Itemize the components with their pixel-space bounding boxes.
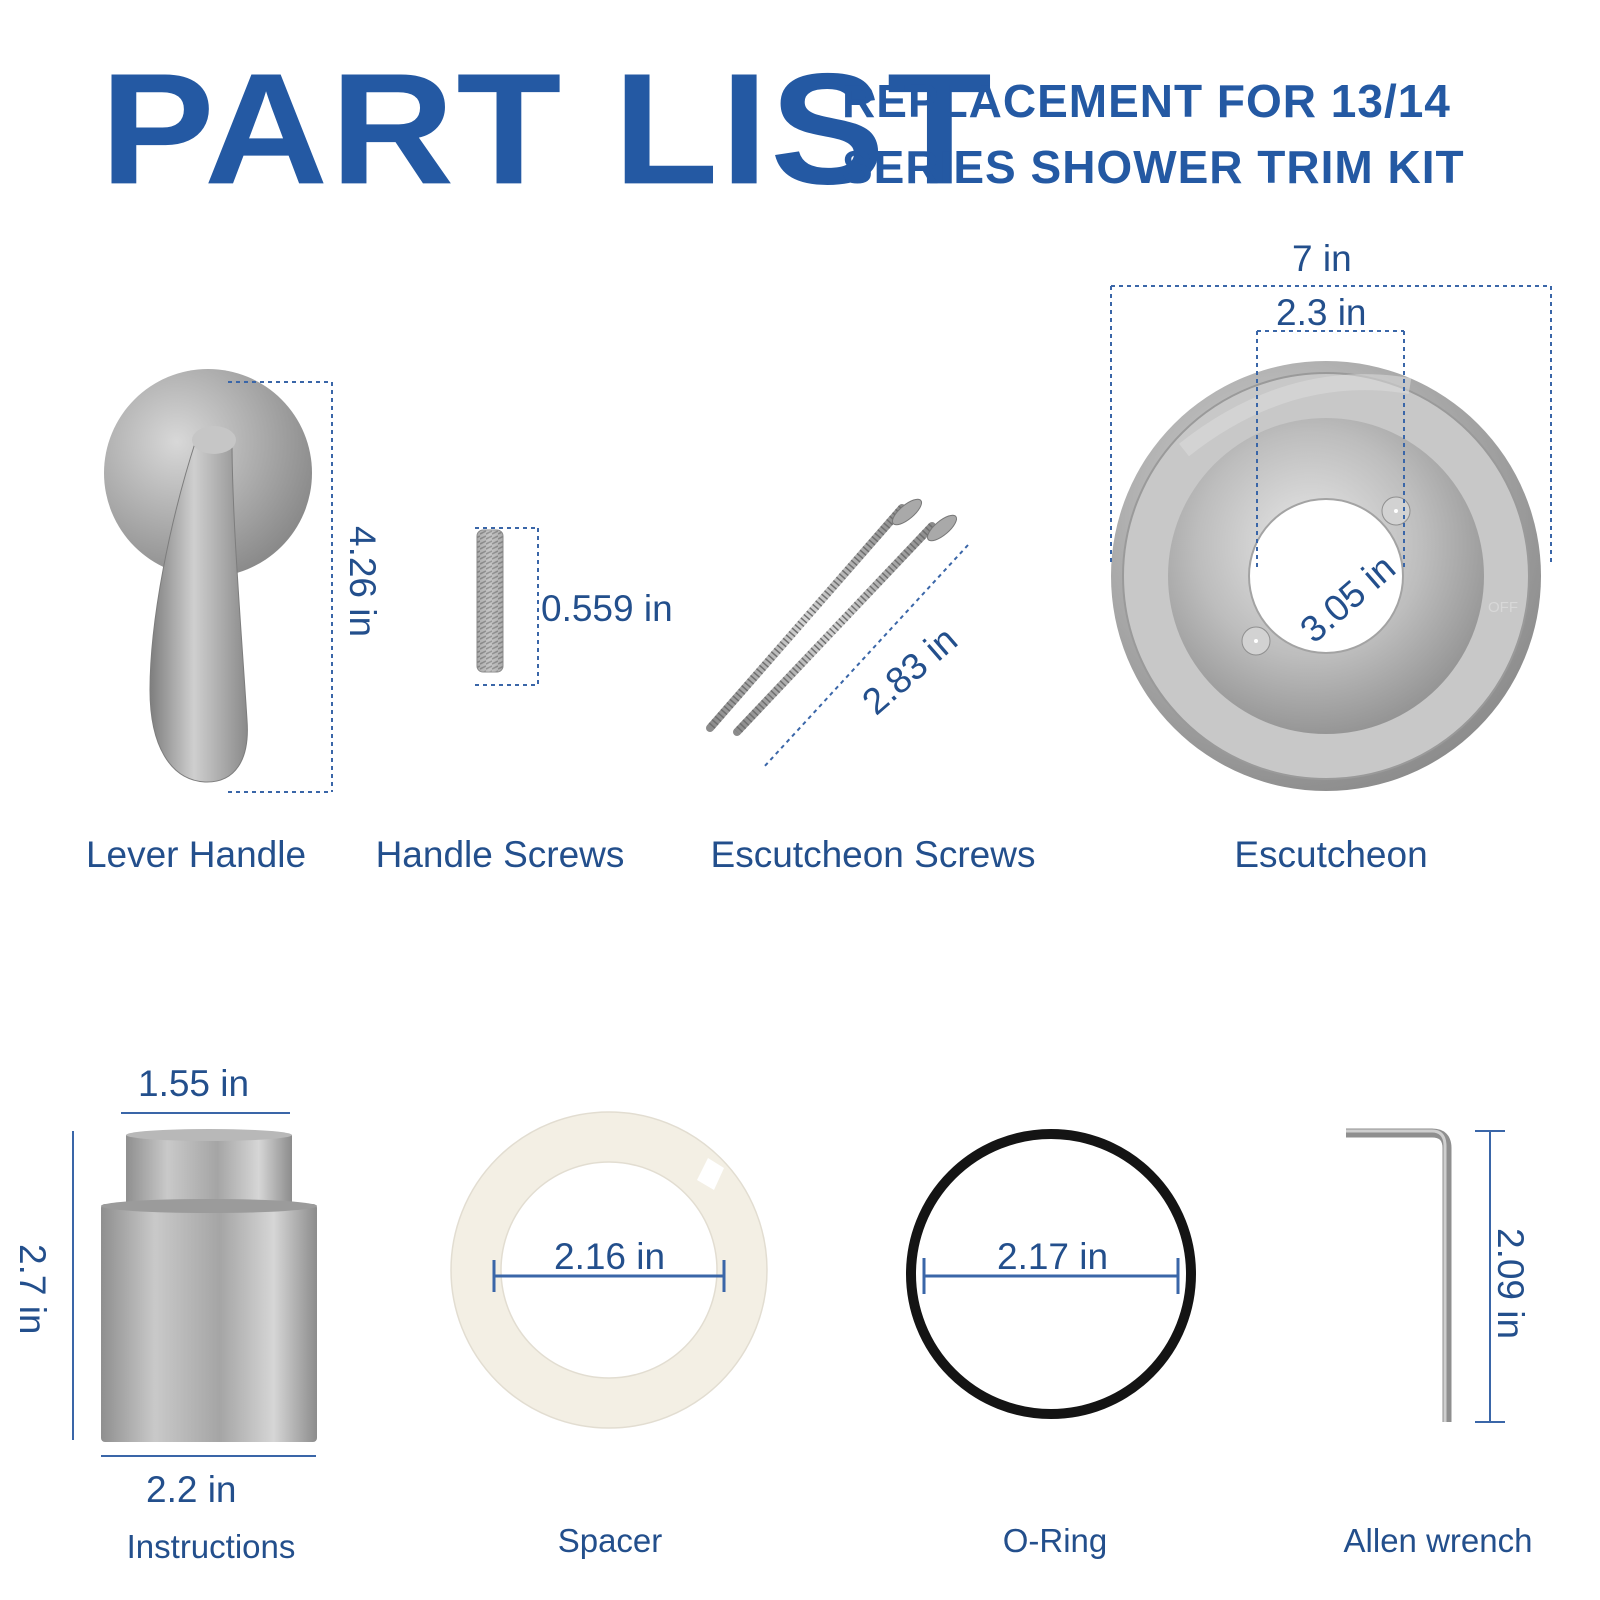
sleeve-body — [101, 1204, 317, 1442]
escutcheon-screws-image — [710, 495, 960, 732]
sleeve-bottom-width-text: 2.2 in — [146, 1469, 237, 1510]
spacer-dimension-text: 2.16 in — [554, 1236, 666, 1277]
sleeve-label: Instructions — [126, 1528, 296, 1565]
allen-wrench-image — [1346, 1131, 1447, 1422]
lever-handle-dimension-text: 4.26 in — [342, 526, 383, 638]
subtitle-line-2: SERIES SHOWER TRIM KIT — [842, 141, 1465, 193]
allen-wrench-label: Allen wrench — [1343, 1522, 1533, 1559]
lever-handle-image — [104, 369, 312, 782]
allen-wrench-dimension-text: 2.09 in — [1490, 1228, 1531, 1340]
escutcheon-width-text: 7 in — [1292, 238, 1352, 279]
escutcheon-screws-label: Escutcheon Screws — [710, 834, 1036, 875]
lever-handle-label: Lever Handle — [85, 834, 307, 875]
escutcheon-hole-diagonal-text: 3.05 in — [1292, 546, 1404, 651]
spacer-label: Spacer — [557, 1522, 663, 1559]
subtitle-line-1: REPLACEMENT FOR 13/14 — [842, 75, 1451, 127]
escutcheon-hole-width-text: 2.3 in — [1276, 292, 1367, 333]
handle-screw-image — [477, 530, 503, 672]
o-ring-dimension-text: 2.17 in — [997, 1236, 1109, 1277]
escutcheon-off-engraving: OFF — [1488, 599, 1518, 616]
handle-screws-dimension-text: 0.559 in — [541, 588, 673, 629]
escutcheon-image — [1111, 361, 1541, 791]
sleeve-height-text: 2.7 in — [12, 1244, 53, 1335]
escutcheon-screws-dimension-text: 2.83 in — [854, 618, 966, 723]
sleeve-image — [101, 1129, 317, 1442]
escutcheon-label: Escutcheon — [1234, 834, 1428, 875]
sleeve-top-width-text: 1.55 in — [138, 1063, 250, 1104]
page-title: PART LIST — [100, 40, 994, 218]
handle-screws-label: Handle Screws — [375, 834, 625, 875]
o-ring-label: O-Ring — [1002, 1522, 1108, 1559]
